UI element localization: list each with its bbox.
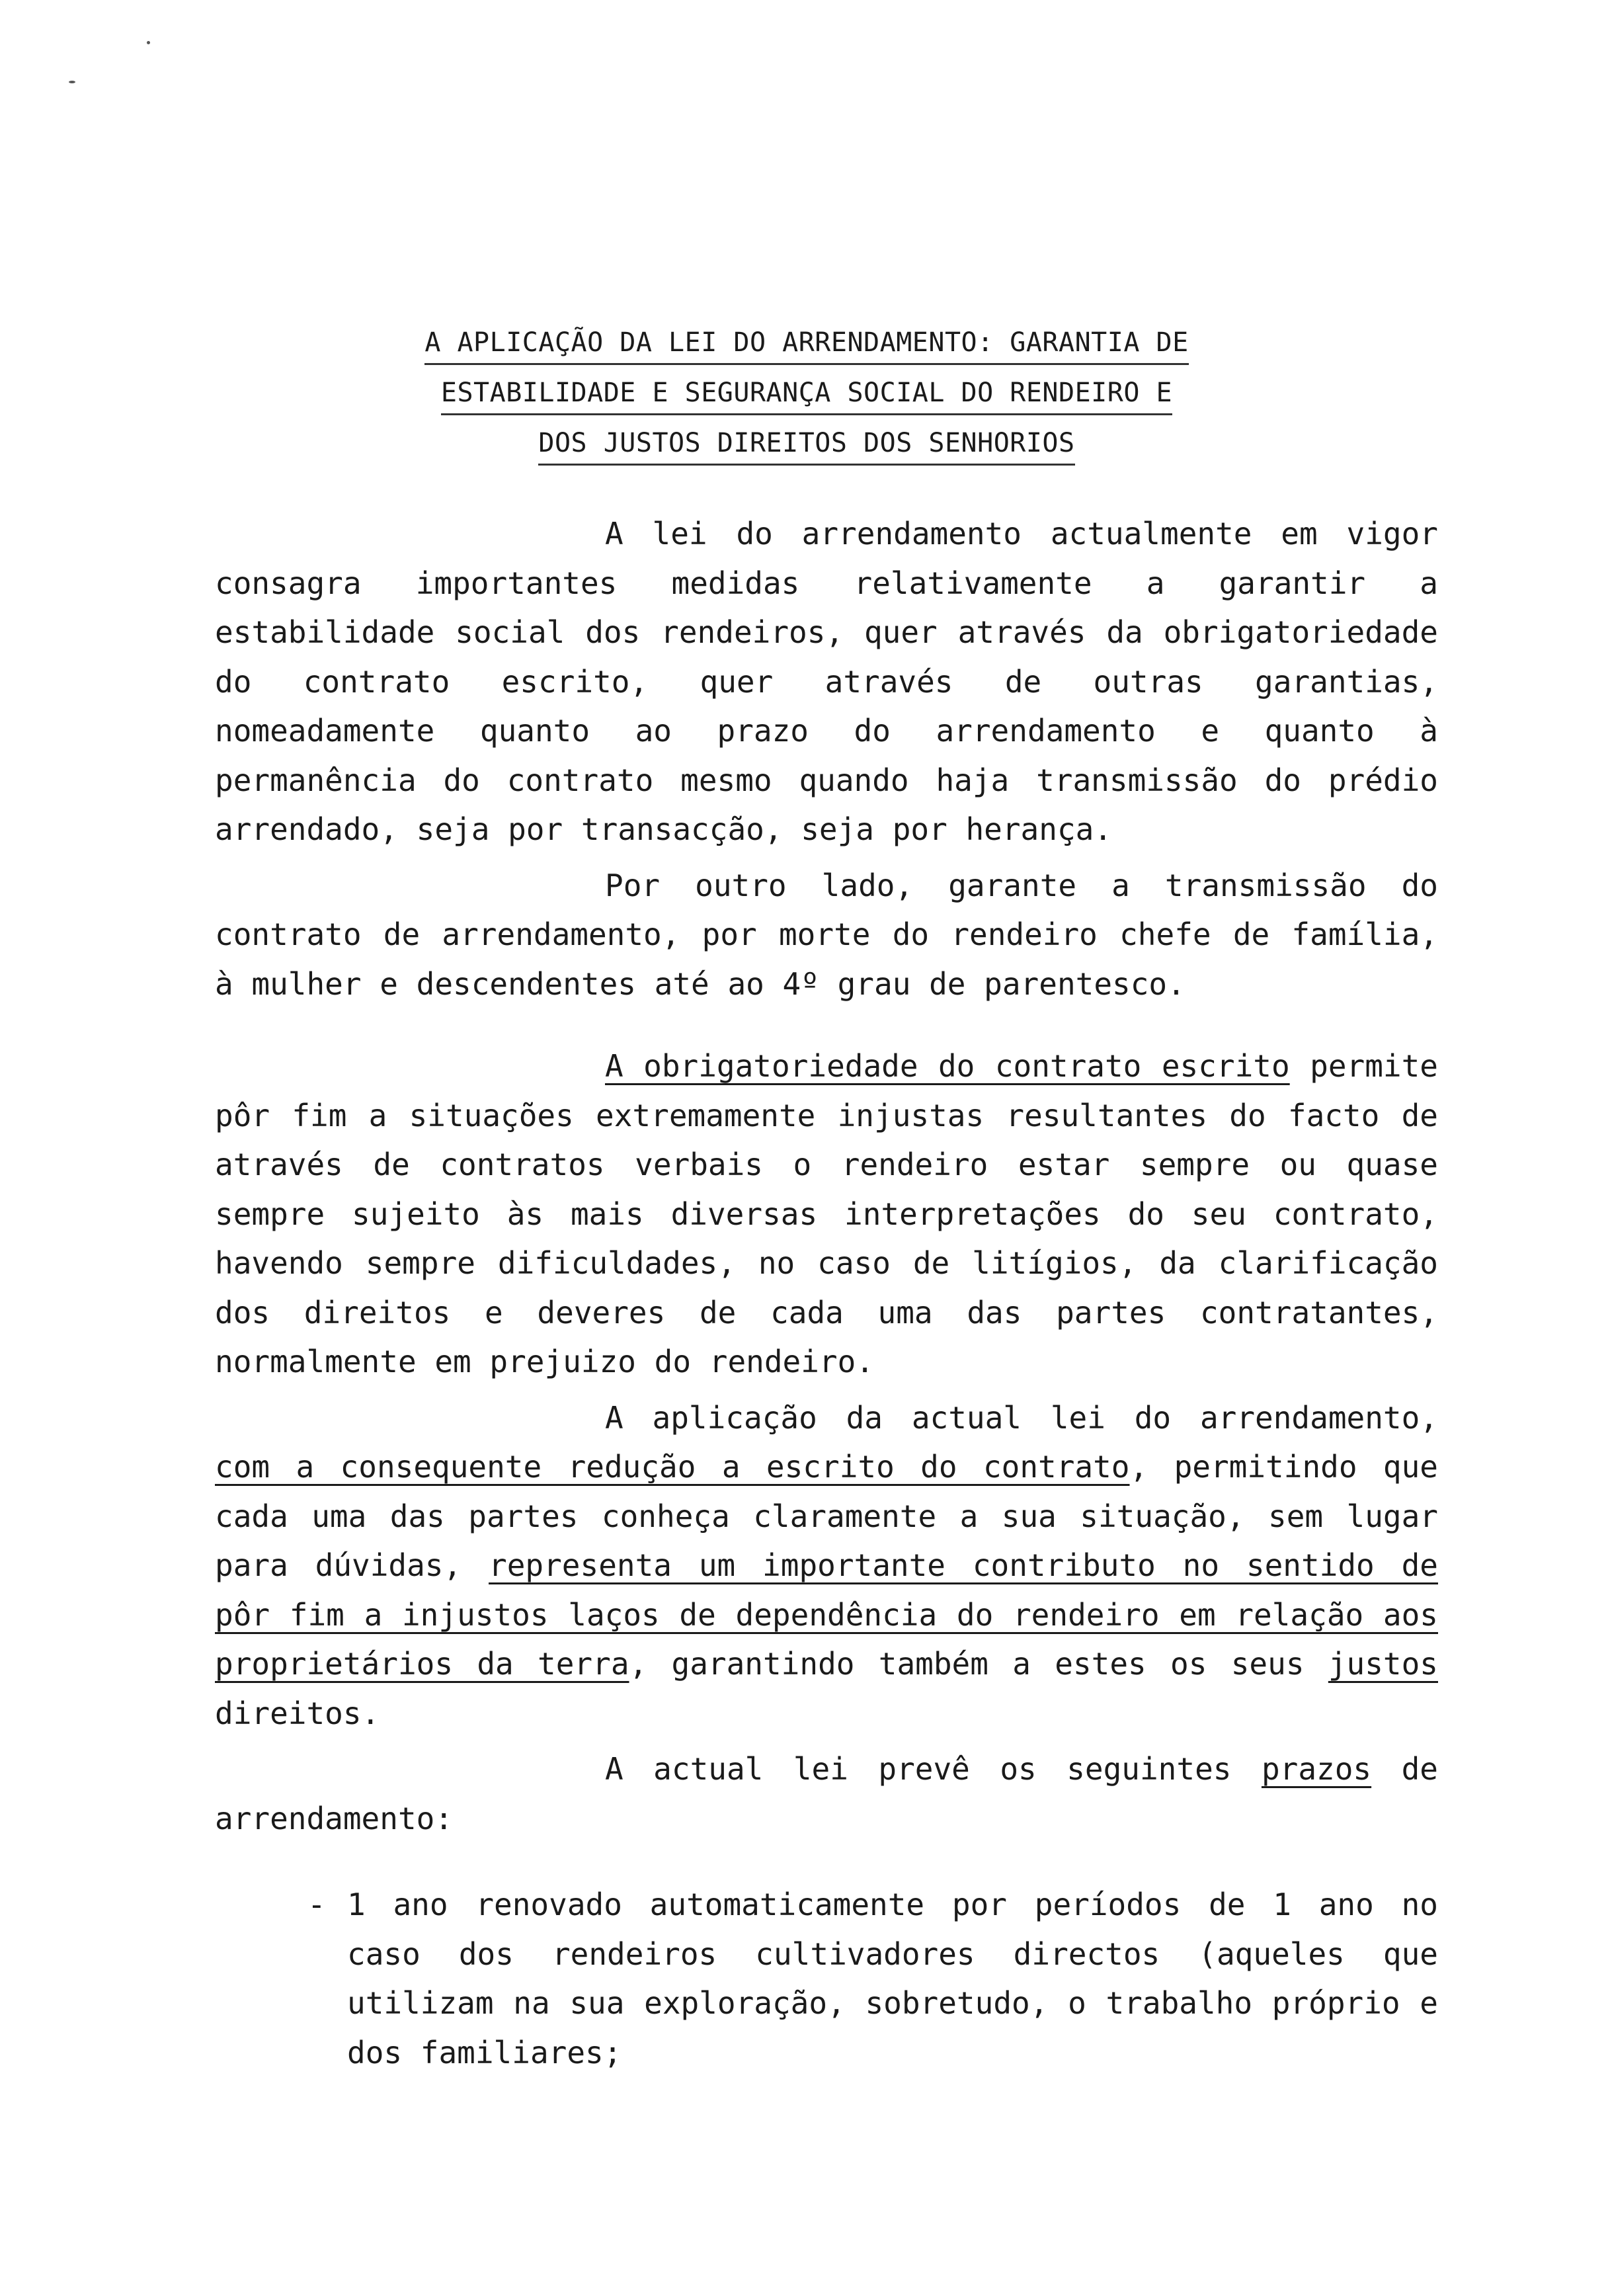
paragraph-4-text-c: , garantindo também a estes os seus — [629, 1646, 1328, 1682]
paragraph-3-underlined: A obrigatoriedade do contrato escrito — [605, 1048, 1290, 1084]
paragraph-2 — [215, 861, 1438, 1009]
scan-speck — [69, 81, 75, 83]
paragraph-4-text-d: direitos. — [215, 1695, 380, 1731]
paragraph-4-text-b: , permitindo que cada uma das partes conheça claramente a sua situação, sem lugar para dúvidas, — [215, 1449, 1438, 1583]
deadline-list — [215, 1880, 1438, 2077]
paragraph-4 — [215, 1393, 1438, 1739]
scan-speck — [147, 41, 150, 44]
paragraph-1-text: A lei do arrendamento actualmente em vigor consagra importantes medidas relativamente a garantir a estabilidade social dos rendeiros, quer através da obrigatoriedade do contrato escrito, quer através de outras garantias, nomeadamente quanto ao prazo do arrendamento e quanto à permanência do contrato mesmo quando haja transmissão do prédio arrendado, seja por transacção, seja por herança. — [215, 516, 1438, 847]
paragraph-5-underlined: prazos — [1261, 1751, 1372, 1787]
list-item-1: 1 ano renovado automaticamente por períodos de 1 ano no caso dos rendeiros cultivadores directos (aqueles que utilizam na sua exploração, sobretudo, o trabalho próprio e dos familiares; — [347, 1887, 1438, 2070]
title-line-1: A APLICAÇÃO DA LEI DO ARRENDAMENTO: GARANTIA DE — [424, 322, 1188, 365]
paragraph-5-text-a: A actual lei prevê os seguintes — [605, 1751, 1262, 1787]
document-body — [215, 509, 1438, 2108]
paragraph-3 — [215, 1042, 1438, 1387]
paragraph-2-text: Por outro lado, garante a transmissão do contrato de arrendamento, por morte do rendeiro chefe de família, à mulher e descendentes até ao 4º grau de parentesco. — [215, 867, 1438, 1002]
paragraph-1 — [215, 509, 1438, 854]
paragraph-4-underlined-3: justos — [1328, 1646, 1438, 1682]
paragraph-5-text-b: de arrendamento: — [215, 1751, 1438, 1836]
paragraph-4-underlined-2: representa um importante contributo no sentido de pôr fim a injustos laços de dependência do rendeiro em relação aos proprietários da terra — [215, 1547, 1438, 1682]
paragraph-4-text-a: A aplicação da actual lei do arrendamento, — [605, 1399, 1438, 1436]
paragraph-3-text: permite pôr fim a situações extremamente injustas resultantes do facto de através de contratos verbais o rendeiro estar sempre ou quase sempre sujeito às mais diversas interpretações do seu contrato, havendo sempre dificuldades, no caso de litígios, da clarificação dos direitos e deveres de cada uma das partes contratantes, normalmente em prejuizo do rendeiro. — [215, 1048, 1438, 1379]
paragraph-4-underlined-1: com a consequente redução a escrito do contrato — [215, 1449, 1130, 1485]
list-dash: - — [307, 1887, 326, 1922]
title-line-2: ESTABILIDADE E SEGURANÇA SOCIAL DO RENDEIRO E — [441, 372, 1172, 415]
paragraph-5 — [215, 1744, 1438, 1843]
title-line-3: DOS JUSTOS DIREITOS DOS SENHORIOS — [538, 423, 1074, 466]
document-title — [198, 317, 1415, 468]
